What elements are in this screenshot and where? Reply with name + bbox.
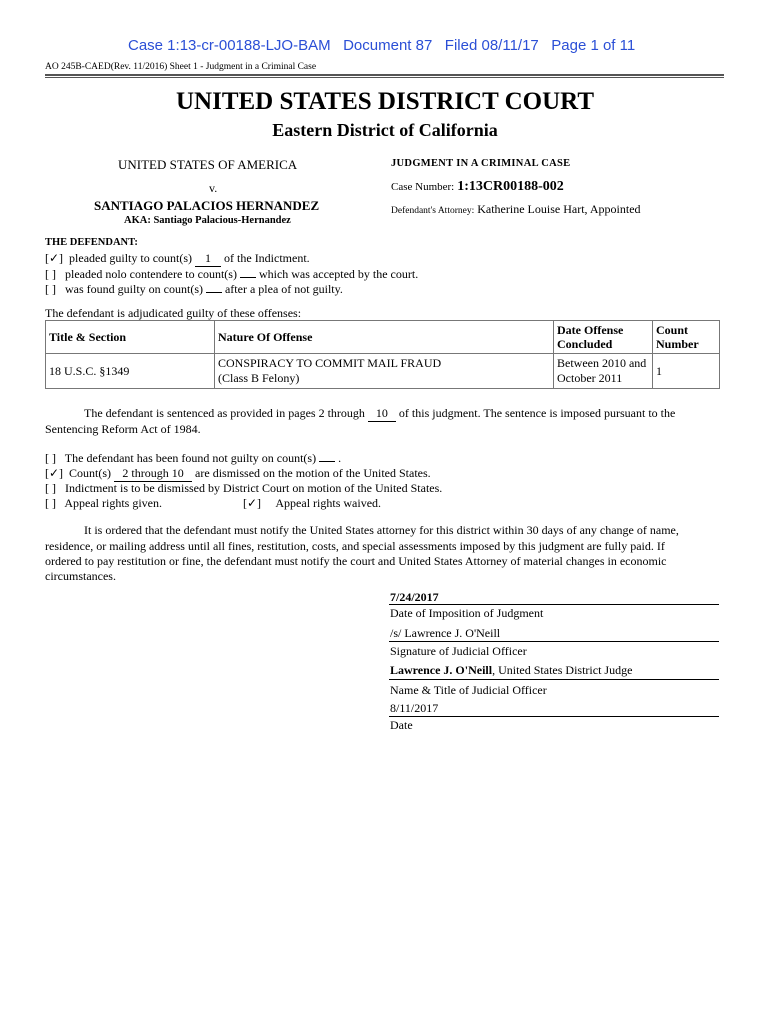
found-guilty-text: was found guilty on count(s): [65, 282, 203, 296]
plaintiff: UNITED STATES OF AMERICA: [118, 157, 298, 172]
row-date-line2: October 2011: [557, 371, 623, 385]
disposition-line-3: [45, 481, 442, 496]
notice-line-4: circumstances.: [45, 569, 116, 583]
officer-name: Lawrence J. O'Neill: [390, 663, 493, 677]
defendant-aka: AKA: Santiago Palacious-Hernandez: [124, 215, 291, 226]
notice-line-2: residence, or mailing address until all fines, restitution, costs, and special assessments imposed by this judgment are fully paid. If: [45, 539, 665, 553]
disposition-line-1: [45, 451, 341, 466]
attorney-name: Katherine Louise Hart, Appointed: [477, 202, 641, 216]
imposition-date: 7/24/2017: [390, 590, 439, 604]
case-number-row: [391, 179, 564, 195]
sentence-post: of this judgment. The sentence is imposed pursuant to the: [398, 406, 676, 420]
plea-guilty-text: pleaded guilty to count(s): [69, 251, 193, 265]
header-count: Count Number: [653, 321, 720, 354]
sentence-pre: The defendant is sentenced as provided in pages 2 through: [84, 406, 365, 420]
defendant-name: SANTIAGO PALACIOS HERNANDEZ: [94, 198, 320, 213]
plea-guilty-post: of the Indictment.: [224, 251, 310, 265]
judge-signature: /s/ Lawrence J. O'Neill: [390, 626, 501, 640]
checkbox-indictment[interactable]: [ ]: [45, 481, 56, 495]
dismissed-post: are dismissed on the motion of the United States.: [195, 466, 431, 480]
row-nature-line1: CONSPIRACY TO COMMIT MAIL FRAUD: [218, 356, 442, 370]
checkbox-nolo[interactable]: [ ]: [45, 267, 56, 281]
dismissed-counts: 2 through 10: [114, 466, 192, 482]
imposition-date-label: Date of Imposition of Judgment: [390, 606, 544, 620]
notice-line-3: ordered to pay restitution or fine, the defendant must notify the court and United States Attorney of material changes in economic: [45, 554, 667, 568]
judgment-title: JUDGMENT IN A CRIMINAL CASE: [391, 158, 571, 169]
header-nature: Nature Of Offense: [215, 321, 554, 354]
signature-line: [389, 641, 719, 642]
signature-date: 8/11/2017: [390, 701, 439, 715]
checkbox-guilty[interactable]: [✓]: [45, 251, 64, 265]
attorney-row: [391, 202, 641, 217]
imposition-date-line: [389, 604, 719, 605]
row-nature: [215, 354, 554, 389]
signature-date-line: [389, 716, 719, 717]
table-row: [46, 354, 720, 389]
plea-line-2: [45, 267, 418, 282]
form-line: AO 245B-CAED(Rev. 11/2016) Sheet 1 - Judgment in a Criminal Case: [45, 62, 317, 72]
not-guilty-blank: [319, 461, 335, 462]
disposition-line-2: [45, 466, 431, 482]
district-title: Eastern District of California: [272, 120, 498, 140]
disposition-line-4b: [243, 496, 381, 511]
adjudicated-text: The defendant is adjudicated guilty of these offenses:: [45, 306, 302, 320]
header-rule-thin: [45, 77, 724, 78]
found-guilty-post: after a plea of not guilty.: [224, 282, 343, 296]
indictment-text: Indictment is to be dismissed by District Court on motion of the United States.: [65, 481, 443, 495]
signature-date-label: Date: [390, 718, 413, 732]
appeal-given-text: Appeal rights given.: [64, 496, 162, 510]
header-date-concluded: Date Offense Concluded: [554, 321, 653, 354]
officer-name-label: Name & Title of Judicial Officer: [390, 683, 547, 697]
not-guilty-text: The defendant has been found not guilty on count(s): [64, 451, 317, 465]
checkbox-appeal-given[interactable]: [ ]: [45, 496, 56, 510]
checkbox-found-guilty[interactable]: [ ]: [45, 282, 56, 296]
sentence-line-2: Sentencing Reform Act of 1984.: [45, 422, 201, 436]
not-guilty-end: .: [338, 451, 342, 465]
appeal-waived-text: Appeal rights waived.: [275, 496, 382, 510]
officer-title: , United States District Judge: [492, 663, 633, 677]
plea-nolo-blank: [240, 277, 256, 278]
plea-line-1: [45, 251, 310, 267]
row-date-line1: Between 2010 and: [557, 356, 647, 370]
case-number-label: Case Number:: [391, 181, 455, 193]
officer-name-row: [390, 663, 632, 678]
plea-nolo-post: which was accepted by the court.: [258, 267, 419, 281]
sentence-pages: 10: [368, 406, 396, 422]
row-date: [554, 354, 653, 389]
header-title-section: Title & Section: [46, 321, 215, 354]
defendant-heading: THE DEFENDANT:: [45, 237, 138, 248]
case-header: Case 1:13-cr-00188-LJO-BAM Document 87 Filed 08/11/17 Page 1 of 11: [128, 37, 636, 54]
plea-guilty-count: 1: [195, 251, 221, 267]
plea-nolo-text: pleaded nolo contendere to count(s): [65, 267, 237, 281]
disposition-line-4: [45, 496, 162, 511]
case-number: 1:13CR00188-002: [457, 179, 564, 194]
court-title: UNITED STATES DISTRICT COURT: [176, 88, 594, 115]
row-count: 1: [653, 354, 720, 389]
checkbox-dismissed[interactable]: [✓]: [45, 466, 64, 480]
attorney-label: Defendant's Attorney:: [391, 206, 475, 216]
offense-table: [45, 320, 720, 389]
officer-name-line: [389, 679, 719, 680]
sentence-line-1: [84, 406, 675, 422]
row-nature-line2: (Class B Felony): [218, 371, 300, 385]
offense-table-header: [46, 321, 720, 354]
versus: v.: [209, 181, 218, 195]
checkbox-not-guilty[interactable]: [ ]: [45, 451, 56, 465]
header-rule: [45, 74, 724, 76]
row-title-section: 18 U.S.C. §1349: [46, 354, 215, 389]
plea-line-3: [45, 282, 343, 297]
dismissed-pre: Count(s): [69, 466, 112, 480]
checkbox-appeal-waived[interactable]: [✓]: [243, 496, 262, 510]
notice-line-1: It is ordered that the defendant must notify the United States attorney for this district within 30 days of any change of name,: [84, 523, 679, 537]
signature-label: Signature of Judicial Officer: [390, 644, 527, 658]
found-guilty-blank: [206, 292, 222, 293]
